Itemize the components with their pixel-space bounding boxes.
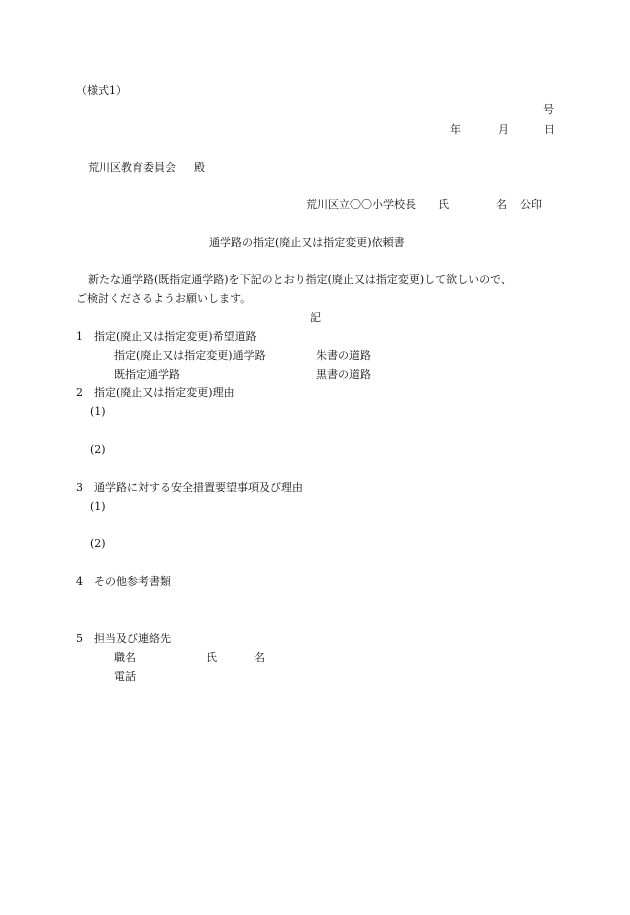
ki-label: 記 — [310, 311, 321, 324]
item-3-heading: 通学路に対する安全措置要望事項及び理由 — [94, 481, 303, 494]
item-5-phone-label: 電話 — [114, 670, 136, 683]
item-4-heading: その他参考書類 — [94, 575, 171, 588]
document-title: 通学路の指定(廃止又は指定変更)依頼書 — [209, 236, 405, 249]
item-2-sub-1: (1) — [90, 405, 106, 418]
date-day-label: 日 — [544, 123, 555, 136]
document-number-label: 号 — [543, 103, 554, 116]
item-5-post-label: 職名 — [114, 651, 136, 664]
item-1-number: 1 — [76, 330, 83, 343]
sender-seal: 公印 — [520, 198, 542, 211]
item-3-number: 3 — [76, 481, 83, 494]
item-3-sub-2: (2) — [90, 537, 106, 550]
body-line-1: 新たな通学路(既指定通学路)を下記のとおり指定(廃止又は指定変更)して欲しいので、 — [88, 273, 512, 286]
body-line-2: ご検討くださるようお願いします。 — [76, 292, 252, 305]
date-month-label: 月 — [498, 123, 509, 136]
sender-mei: 名 — [496, 198, 507, 211]
item-1-heading: 指定(廃止又は指定変更)希望道路 — [94, 330, 257, 343]
sender-shi: 氏 — [438, 198, 449, 211]
item-1-row-2-label: 既指定通学路 — [114, 368, 180, 381]
form-label: （様式1） — [76, 84, 127, 97]
item-1-row-1-value: 朱書の道路 — [316, 349, 371, 362]
item-1-row-2-value: 黒書の道路 — [316, 368, 371, 381]
addressee-name: 荒川区教育委員会 — [88, 161, 176, 174]
item-2-number: 2 — [76, 386, 83, 399]
date-year-label: 年 — [450, 123, 461, 136]
item-5-heading: 担当及び連絡先 — [94, 632, 171, 645]
item-1-row-1-label: 指定(廃止又は指定変更)通学路 — [114, 349, 266, 362]
sender-school: 荒川区立〇〇小学校長 — [306, 198, 416, 211]
item-2-heading: 指定(廃止又は指定変更)理由 — [94, 386, 235, 399]
item-3-sub-1: (1) — [90, 500, 106, 513]
addressee-honorific: 殿 — [194, 161, 205, 174]
item-4-number: 4 — [76, 575, 83, 588]
item-5-shi: 氏 — [206, 651, 217, 664]
item-5-number: 5 — [76, 632, 83, 645]
item-2-sub-2: (2) — [90, 443, 106, 456]
item-5-mei: 名 — [254, 651, 265, 664]
